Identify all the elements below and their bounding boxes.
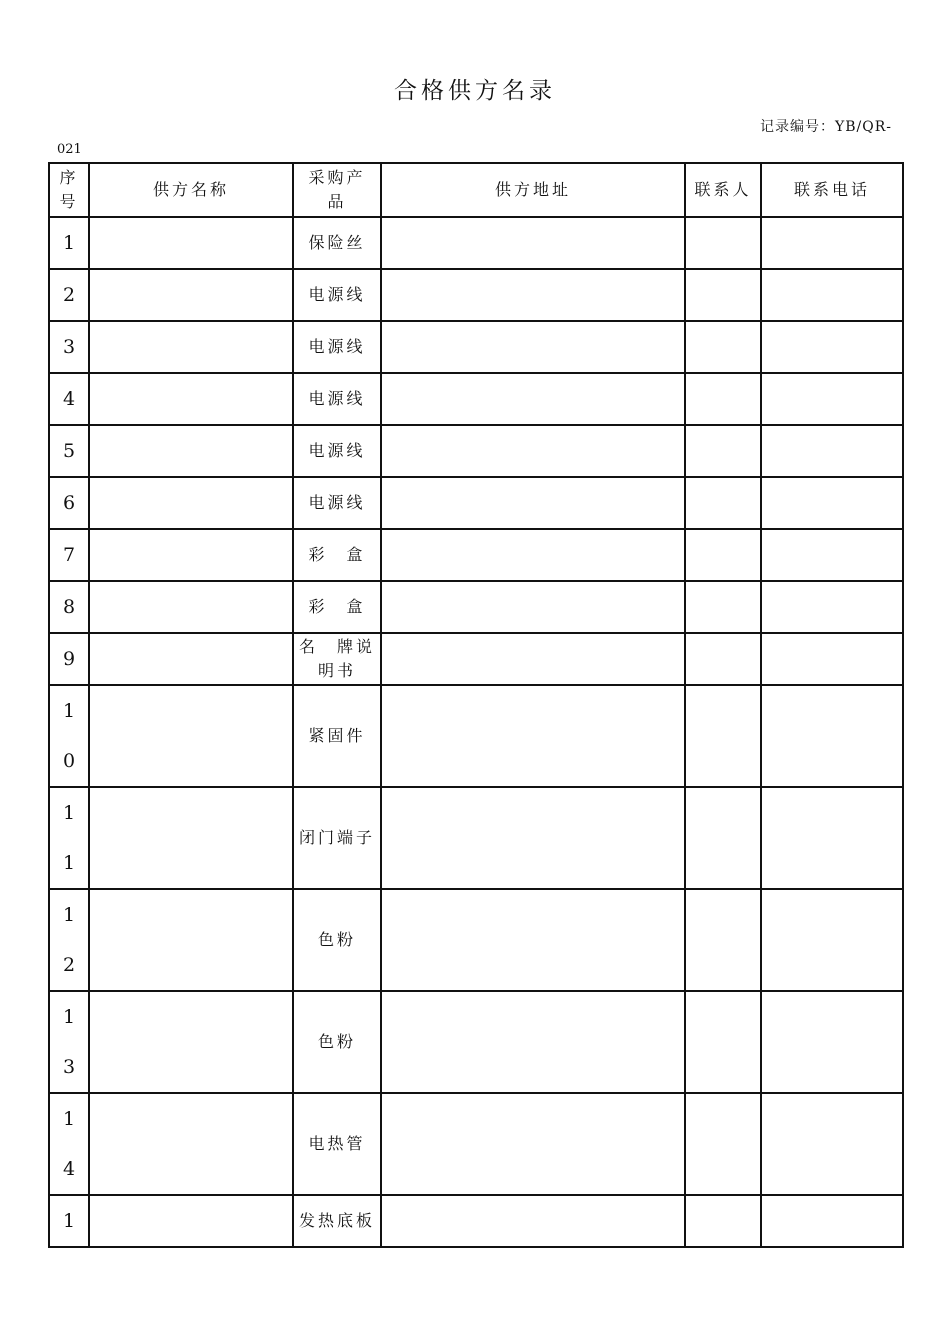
row-seq: 1 2 xyxy=(49,889,89,991)
row-contact xyxy=(685,991,761,1093)
table-row xyxy=(49,1195,903,1247)
row-product: 电源线 xyxy=(293,425,381,477)
table-row xyxy=(49,889,903,991)
row-address xyxy=(381,685,685,787)
table-row xyxy=(49,529,903,581)
row-contact xyxy=(685,889,761,991)
row-phone xyxy=(761,1093,903,1195)
row-address xyxy=(381,269,685,321)
table-row xyxy=(49,1093,903,1195)
table-row xyxy=(49,787,903,889)
table-header-row xyxy=(49,163,903,217)
row-phone xyxy=(761,633,903,685)
row-supplier xyxy=(89,1195,293,1247)
row-seq: 7 xyxy=(49,529,89,581)
table-row xyxy=(49,425,903,477)
row-phone xyxy=(761,217,903,269)
row-seq: 3 xyxy=(49,321,89,373)
row-address xyxy=(381,787,685,889)
row-address xyxy=(381,425,685,477)
row-supplier xyxy=(89,1093,293,1195)
row-seq: 2 xyxy=(49,269,89,321)
row-product: 闭门端子 xyxy=(293,787,381,889)
row-phone xyxy=(761,889,903,991)
row-contact xyxy=(685,425,761,477)
row-phone xyxy=(761,991,903,1093)
row-address xyxy=(381,1195,685,1247)
row-seq: 4 xyxy=(49,373,89,425)
record-number: 记录编号：YB/QR- xyxy=(760,119,892,135)
header-supplier: 供方名称 xyxy=(89,163,293,217)
row-contact xyxy=(685,1195,761,1247)
table-row xyxy=(49,685,903,787)
row-product: 色粉 xyxy=(293,991,381,1093)
row-address xyxy=(381,477,685,529)
row-seq: 1 0 xyxy=(49,685,89,787)
row-phone xyxy=(761,1195,903,1247)
row-product: 保险丝 xyxy=(293,217,381,269)
table-row xyxy=(49,477,903,529)
row-seq: 1 xyxy=(49,217,89,269)
row-contact xyxy=(685,633,761,685)
record-number-continued: 021 xyxy=(57,142,82,157)
row-product: 电热管 xyxy=(293,1093,381,1195)
row-address xyxy=(381,991,685,1093)
row-contact xyxy=(685,529,761,581)
row-supplier xyxy=(89,269,293,321)
row-seq: 1 xyxy=(49,1195,89,1247)
row-phone xyxy=(761,373,903,425)
row-contact xyxy=(685,787,761,889)
row-product: 紧固件 xyxy=(293,685,381,787)
table-row xyxy=(49,269,903,321)
row-phone xyxy=(761,321,903,373)
row-seq: 1 3 xyxy=(49,991,89,1093)
row-phone xyxy=(761,425,903,477)
page-title: 合格供方名录 xyxy=(394,78,556,104)
row-product: 电源线 xyxy=(293,477,381,529)
row-supplier xyxy=(89,991,293,1093)
row-seq: 9 xyxy=(49,633,89,685)
row-phone xyxy=(761,581,903,633)
header-product: 采购产品 xyxy=(293,163,381,217)
row-supplier xyxy=(89,529,293,581)
table-row xyxy=(49,991,903,1093)
row-product: 电源线 xyxy=(293,373,381,425)
row-product: 名 牌说明书 xyxy=(293,633,381,685)
row-supplier xyxy=(89,477,293,529)
row-supplier xyxy=(89,685,293,787)
row-phone xyxy=(761,529,903,581)
row-phone xyxy=(761,477,903,529)
row-address xyxy=(381,373,685,425)
row-phone xyxy=(761,685,903,787)
row-contact xyxy=(685,217,761,269)
row-contact xyxy=(685,373,761,425)
row-phone xyxy=(761,787,903,889)
row-supplier xyxy=(89,889,293,991)
row-contact xyxy=(685,685,761,787)
row-product: 彩 盒 xyxy=(293,529,381,581)
row-product: 电源线 xyxy=(293,269,381,321)
row-seq: 6 xyxy=(49,477,89,529)
row-product: 电源线 xyxy=(293,321,381,373)
row-product: 彩 盒 xyxy=(293,581,381,633)
row-product: 色粉 xyxy=(293,889,381,991)
row-seq: 8 xyxy=(49,581,89,633)
row-address xyxy=(381,217,685,269)
row-supplier xyxy=(89,373,293,425)
row-address xyxy=(381,529,685,581)
row-address xyxy=(381,321,685,373)
row-supplier xyxy=(89,787,293,889)
row-seq: 1 1 xyxy=(49,787,89,889)
row-supplier xyxy=(89,217,293,269)
row-seq: 1 4 xyxy=(49,1093,89,1195)
supplier-table xyxy=(48,162,904,1248)
row-contact xyxy=(685,1093,761,1195)
row-supplier xyxy=(89,633,293,685)
row-supplier xyxy=(89,321,293,373)
header-phone: 联系电话 xyxy=(761,163,903,217)
table-row xyxy=(49,633,903,685)
row-address xyxy=(381,889,685,991)
row-contact xyxy=(685,581,761,633)
table-row xyxy=(49,217,903,269)
row-product: 发热底板 xyxy=(293,1195,381,1247)
row-address xyxy=(381,581,685,633)
row-seq: 5 xyxy=(49,425,89,477)
header-contact: 联系人 xyxy=(685,163,761,217)
table-row xyxy=(49,373,903,425)
row-supplier xyxy=(89,581,293,633)
row-address xyxy=(381,633,685,685)
row-contact xyxy=(685,269,761,321)
row-contact xyxy=(685,321,761,373)
table-row xyxy=(49,581,903,633)
header-address: 供方地址 xyxy=(381,163,685,217)
row-address xyxy=(381,1093,685,1195)
row-phone xyxy=(761,269,903,321)
row-contact xyxy=(685,477,761,529)
row-supplier xyxy=(89,425,293,477)
table-row xyxy=(49,321,903,373)
header-seq: 序号 xyxy=(49,163,89,217)
